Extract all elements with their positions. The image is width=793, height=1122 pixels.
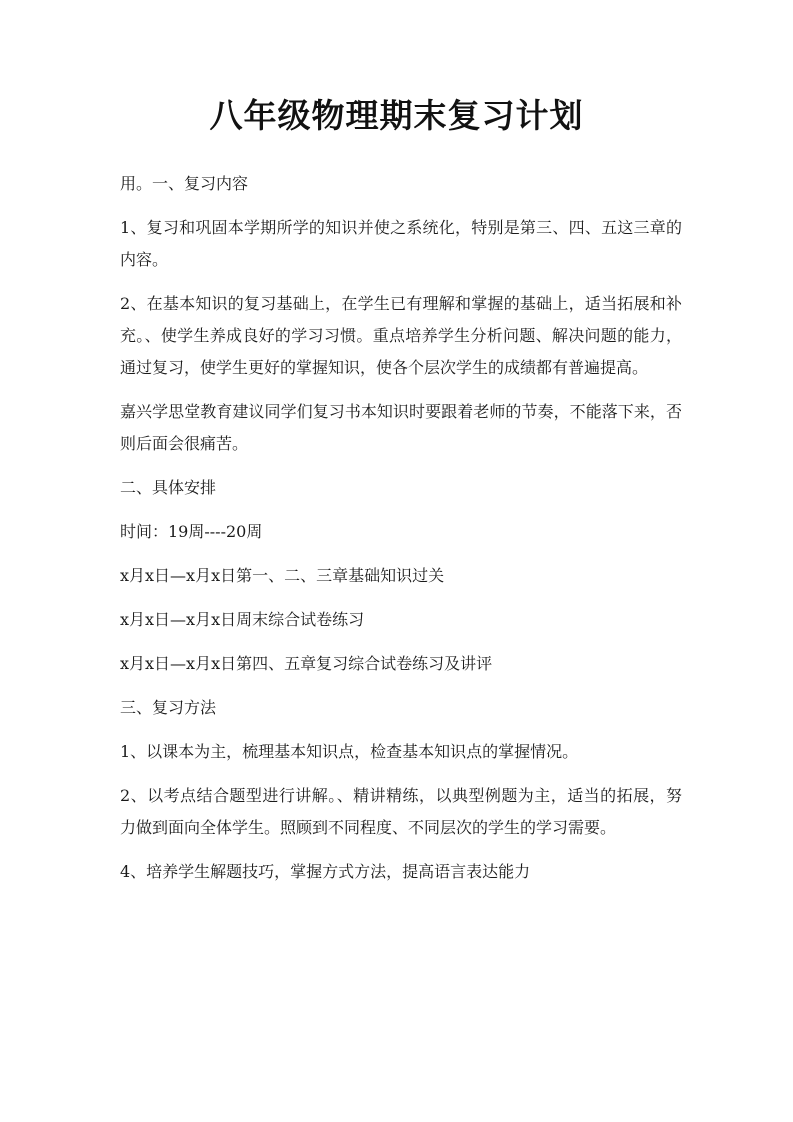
paragraph-review-content-2: 2、在基本知识的复习基础上，在学生已有理解和掌握的基础上，适当拓展和补充。、使学生养成良好的学习习惯。重点培养学生分析问题、解决问题的能力，通过复习，使学生更好的掌握知识，使各个层次学生的成绩都有普遍提高。 (120, 294, 682, 377)
method-item-1: 1、以课本为主，梳理基本知识点，检查基本知识点的掌握情况。 (120, 742, 579, 761)
schedule-item-3: x月x日—x月x日第四、五章复习综合试卷练习及讲评 (120, 654, 493, 673)
document-body (120, 168, 682, 900)
paragraph-advice: 嘉兴学思堂教育建议同学们复习书本知识时要跟着老师的节奏，不能落下来，否则后面会很痛苦。 (120, 402, 682, 453)
section-heading-arrangement: 二、具体安排 (120, 478, 217, 497)
paragraph-intro-heading: 用。一、复习内容 (120, 174, 249, 193)
method-item-4: 4、培养学生解题技巧，掌握方式方法，提高语言表达能力 (120, 862, 531, 881)
method-item-2: 2、以考点结合题型进行讲解。、精讲精练，以典型例题为主，适当的拓展，努力做到面向全体学生。照顾到不同程度、不同层次的学生的学习需要。 (120, 786, 682, 837)
section-heading-methods: 三、复习方法 (120, 698, 217, 717)
paragraph-review-content-1: 1、复习和巩固本学期所学的知识并使之系统化，特别是第三、四、五这三章的内容。 (120, 218, 682, 269)
document-title: 八年级物理期末复习计划 (209, 96, 584, 135)
paragraph-time: 时间：19周----20周 (120, 522, 263, 541)
schedule-item-1: x月x日—x月x日第一、二、三章基础知识过关 (120, 566, 445, 585)
schedule-item-2: x月x日—x月x日周末综合试卷练习 (120, 610, 365, 629)
